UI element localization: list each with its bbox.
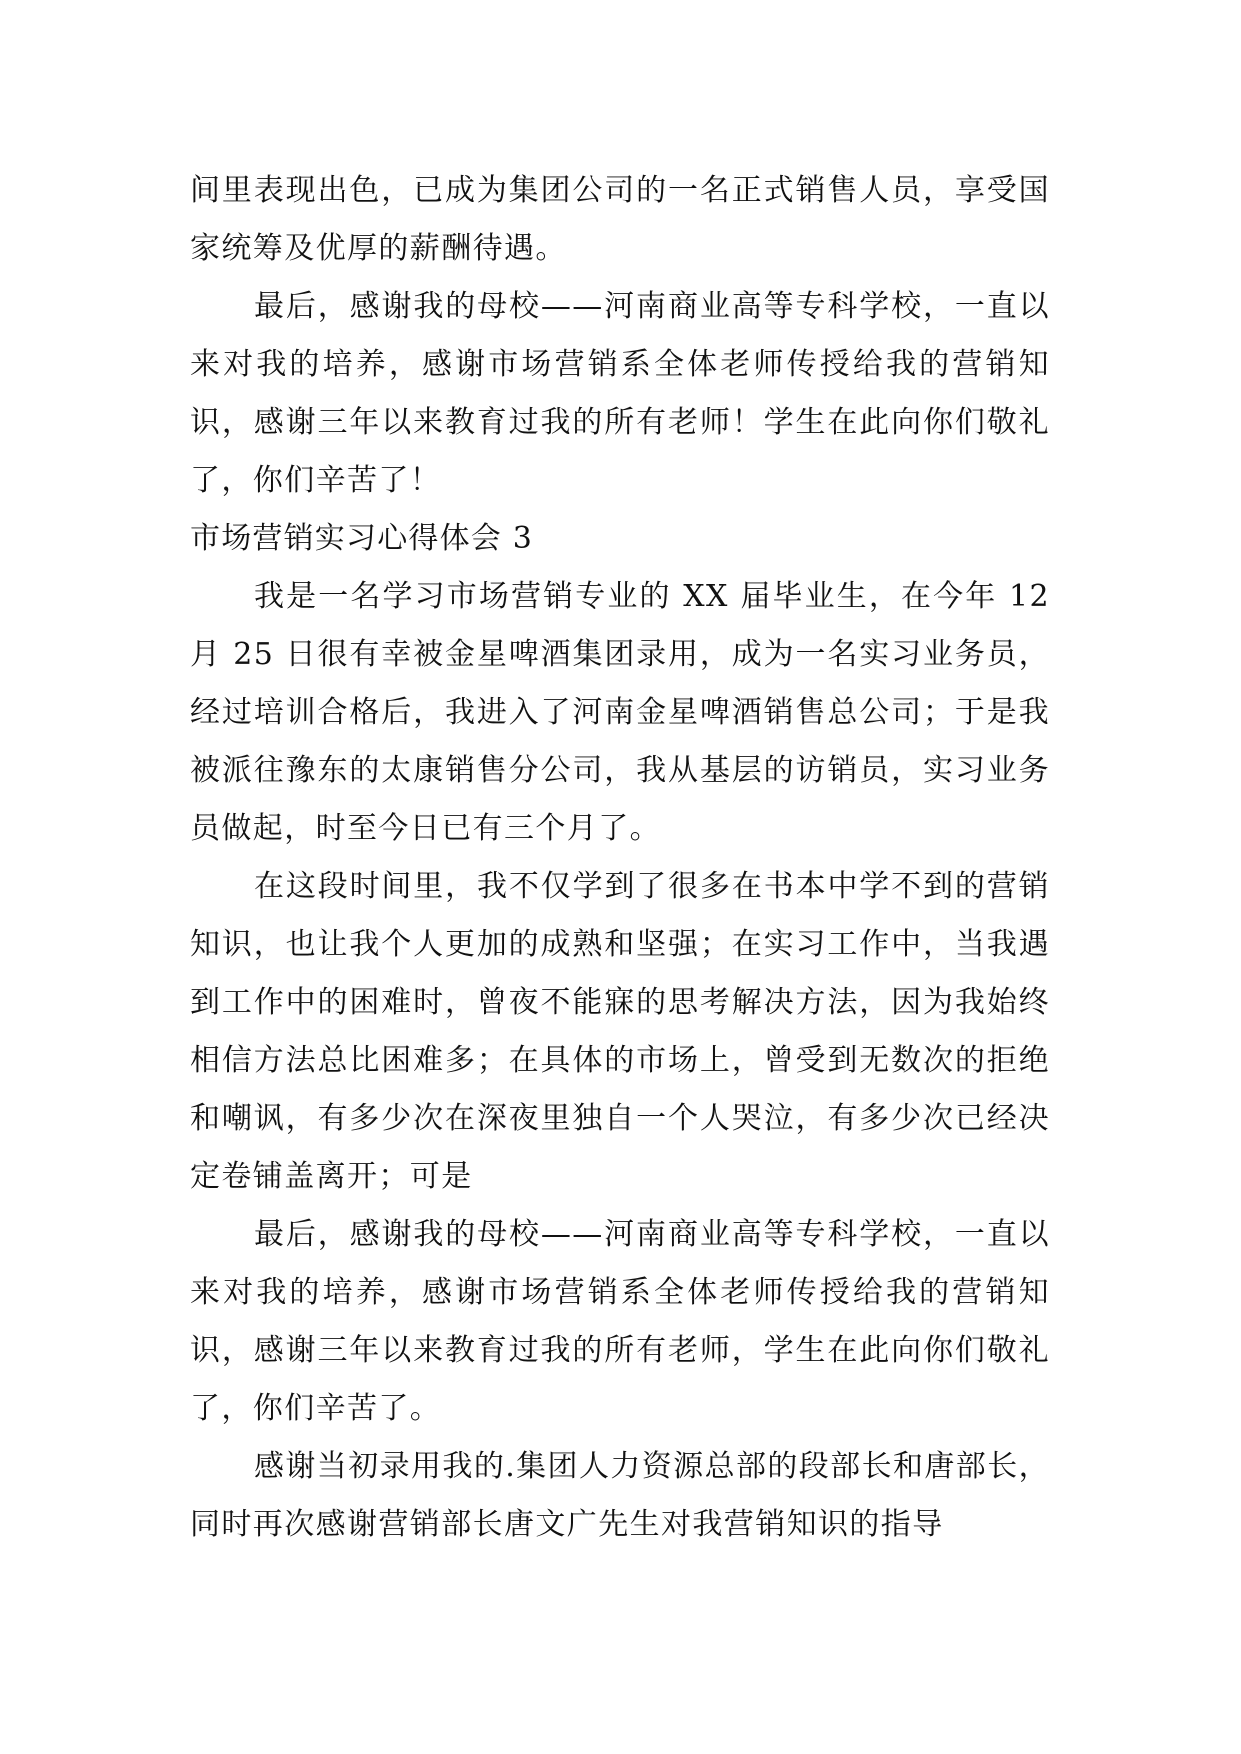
paragraph-thanks-leaders: 感谢当初录用我的.集团人力资源总部的段部长和唐部长，同时再次感谢营销部长唐文广先生对我营销知识的指导 [190,1449,1050,1542]
paragraph-thanks-school-repeat: 最后，感谢我的母校——河南商业高等专科学校，一直以来对我的培养，感谢市场营销系全体老师传授给我的营销知识，感谢三年以来教育过我的所有老师，学生在此向你们敬礼了，你们辛苦了。 [190,1217,1050,1426]
paragraph-experience: 在这段时间里，我不仅学到了很多在书本中学不到的营销知识，也让我个人更加的成熟和坚强；在实习工作中，当我遇到工作中的困难时，曾夜不能寐的思考解决方法，因为我始终相信方法总比困难多；在具体的市场上，曾受到无数次的拒绝和嘲讽，有多少次在深夜里独自一个人哭泣，有多少次已经决定卷铺盖离开；可是 [190,869,1050,1194]
document-body [190,162,1050,1554]
section-title: 市场营销实习心得体会 3 [190,521,534,556]
paragraph-thanks-school: 最后，感谢我的母校——河南商业高等专科学校，一直以来对我的培养，感谢市场营销系全体老师传授给我的营销知识，感谢三年以来教育过我的所有老师！学生在此向你们敬礼了，你们辛苦了！ [190,289,1050,498]
paragraph-introduction: 我是一名学习市场营销专业的 XX 届毕业生，在今年 12 月 25 日很有幸被金星啤酒集团录用，成为一名实习业务员，经过培训合格后，我进入了河南金星啤酒销售总公司；于是我被派往豫东的太康销售分公司，我从基层的访销员，实习业务员做起，时至今日已有三个月了。 [190,579,1050,846]
paragraph-continued-intro: 间里表现出色，已成为集团公司的一名正式销售人员，享受国家统筹及优厚的薪酬待遇。 [190,173,1050,266]
